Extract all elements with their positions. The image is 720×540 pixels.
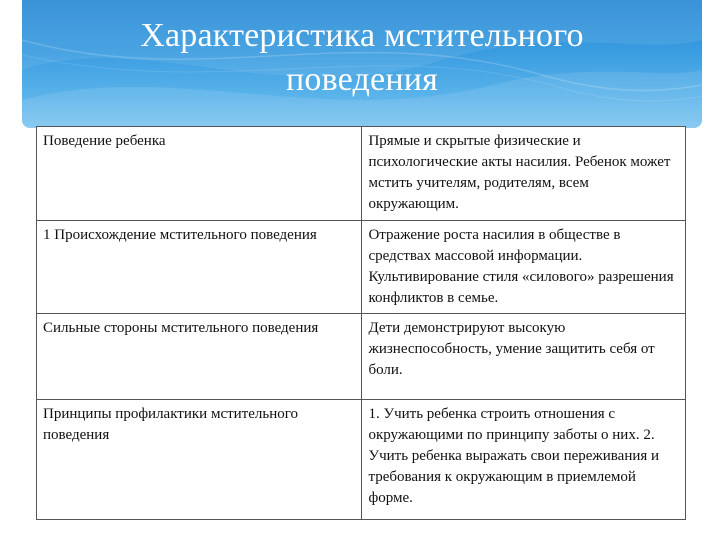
- table-row: [37, 314, 686, 400]
- title-line-2: поведения: [286, 61, 438, 98]
- table-cell-label: Принципы профилактики мстительного поведения: [37, 400, 362, 520]
- table-row: [37, 400, 686, 520]
- table-cell-label: Поведение ребенка: [37, 127, 362, 221]
- table-cell-description: Дети демонстрируют высокую жизнеспособность, умение защитить себя от боли.: [362, 314, 686, 400]
- table-cell-description: Отражение роста насилия в обществе в средствах массовой информации. Культивирование стиля «силового» разрешения конфликтов в семье.: [362, 221, 686, 314]
- characteristics-table: [36, 126, 686, 520]
- table-row: [37, 127, 686, 221]
- page-title: [22, 14, 702, 102]
- table-cell-description: 1. Учить ребенка строить отношения с окружающими по принципу заботы о них. 2. Учить ребенка выражать свои переживания и требования к окружающим в приемлемой форме.: [362, 400, 686, 520]
- table-cell-label: Сильные стороны мстительного поведения: [37, 314, 362, 400]
- table-cell-label: 1 Происхождение мстительного поведения: [37, 221, 362, 314]
- title-line-1: Характеристика мстительного: [140, 17, 584, 54]
- table-cell-description: Прямые и скрытые физические и психологические акты насилия. Ребенок может мстить учителям, родителям, всем окружающим.: [362, 127, 686, 221]
- title-banner: [22, 0, 702, 128]
- table-row: [37, 221, 686, 314]
